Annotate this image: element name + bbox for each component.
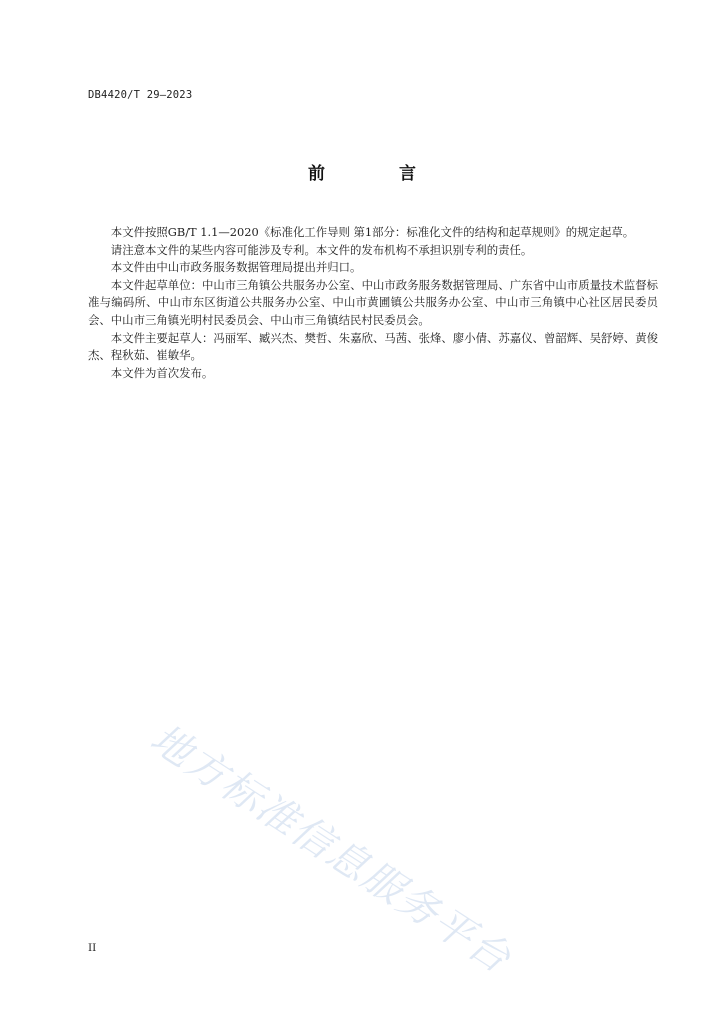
paragraph-drafting-rules: 本文件按照GB/T 1.1—2020《标准化工作导则 第1部分：标准化文件的结构和起草规则》的规定起草。 <box>110 225 635 239</box>
foreword-body <box>88 224 658 382</box>
page-number: II <box>88 942 97 954</box>
page-title: 前 言 <box>308 164 450 184</box>
paragraph-drafters: 本文件主要起草人：冯丽军、臧兴杰、樊哲、朱嘉欣、马茜、张烽、廖小倩、苏嘉仪、曾韶辉、吴舒婷、黄俊杰、程秋茹、崔敏华。 <box>88 330 658 363</box>
paragraph-patent-notice: 请注意本文件的某些内容可能涉及专利。本文件的发布机构不承担识别专利的责任。 <box>110 242 533 257</box>
paragraph-drafting-units: 本文件起草单位：中山市三角镇公共服务办公室、中山市政务服务数据管理局、广东省中山市质量技术监督标准与编码所、中山市东区街道公共服务办公室、中山市黄圃镇公共服务办公室、中山市三角镇中心社区居民委员会、中山市三角镇光明村民委员会、中山市三角镇结民村民委员会。 <box>88 277 658 327</box>
watermark: 地方标准信息服务平台 <box>142 715 520 983</box>
document-code: DB4420/T 29—2023 <box>88 89 193 101</box>
paragraph-first-release: 本文件为首次发布。 <box>110 365 214 380</box>
paragraph-proposer: 本文件由中山市政务服务数据管理局提出并归口。 <box>110 260 362 275</box>
